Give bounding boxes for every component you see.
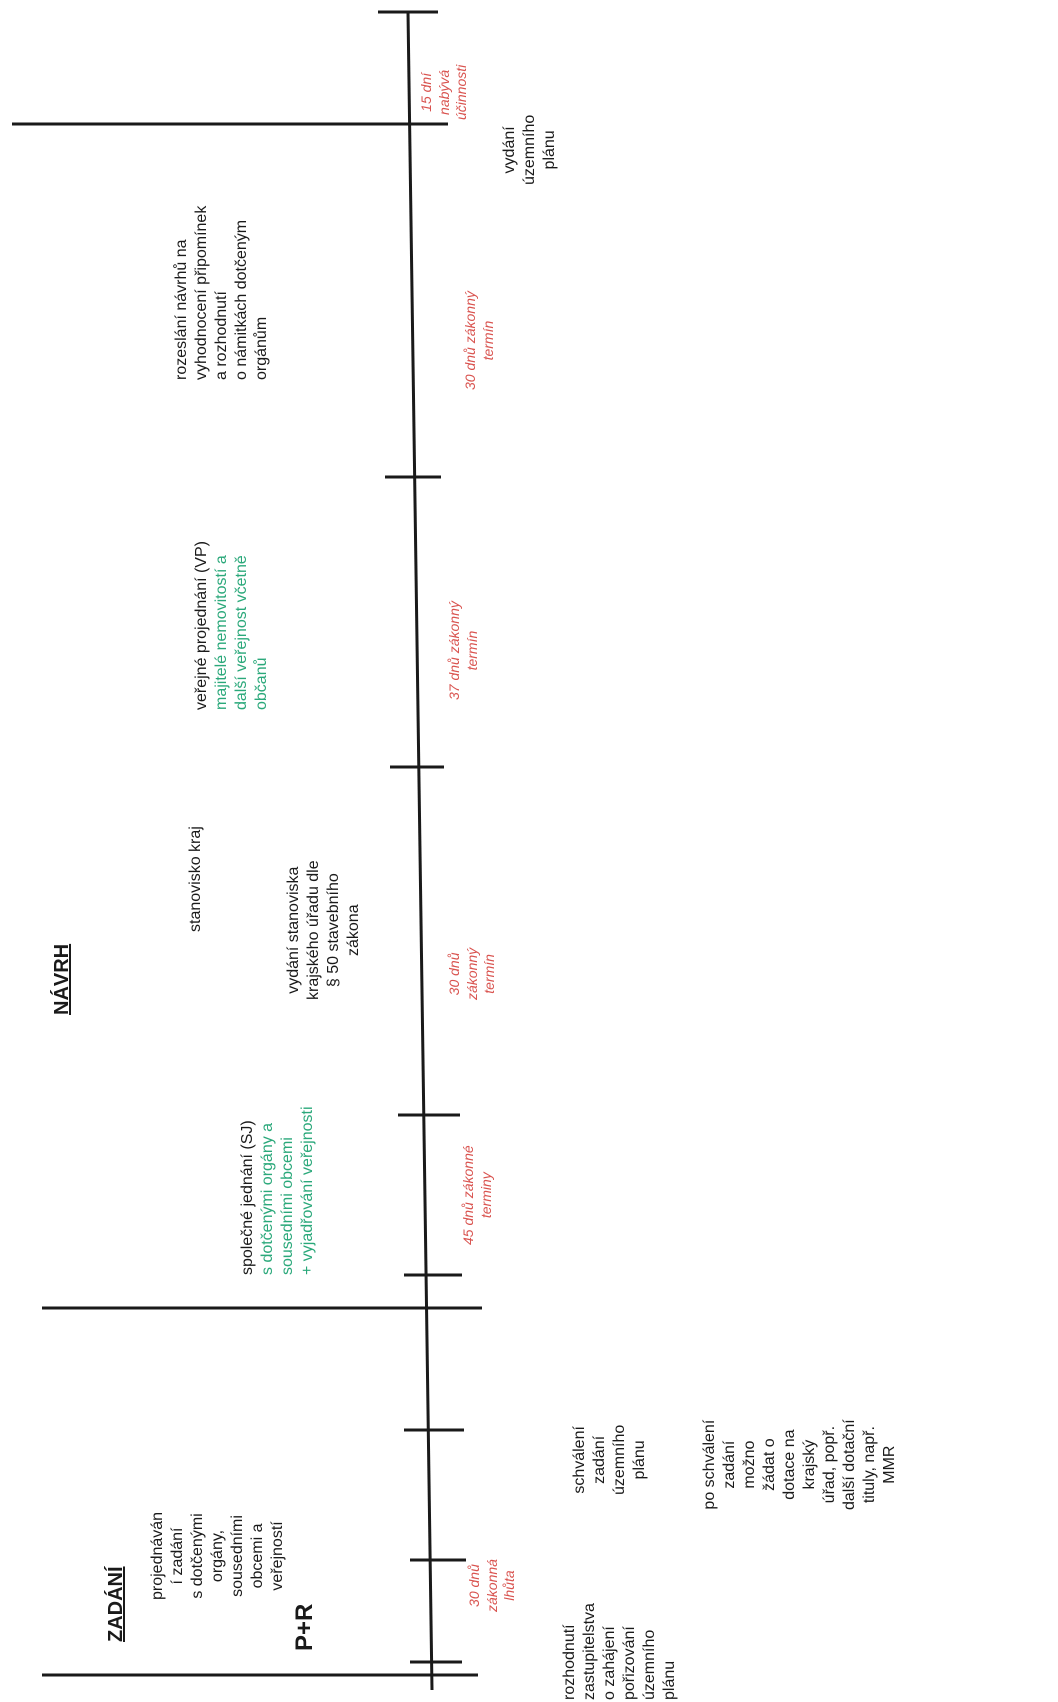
vp-title: veřejné projednání (VP) <box>193 541 210 710</box>
label-pr: P+R <box>291 1603 318 1651</box>
zadani-projednani-text: projednáván í zadání s dotčenými orgány, sousedními obcemi a veřejností <box>149 1511 286 1600</box>
duration-37: 37 dnů zákonný termín <box>446 601 480 700</box>
note-dotace: po schválení zadání možno žádat o dotace na krajský úřad, popř. další dotační tituly, např. MMR <box>701 1419 898 1510</box>
duration-30-a: 30 dnů zákonný termín <box>446 947 497 1000</box>
sj-green-text: s dotčenými orgány a sousedními obcemi + vyjadřování veřejnosti <box>259 1106 316 1275</box>
vydani-stanoviska: vydání stanoviska krajského úřadu dle § 50 stavebního zákona <box>285 860 362 1000</box>
note-rozhodnuti: rozhodnutí zastupitelstva o zahájení pořizování územního plánu <box>561 1603 678 1700</box>
rozeslani-text: rozeslání návrhů na vyhodnocení připomínek a rozhodnutí o námitkách dotčeným orgánům <box>173 205 270 380</box>
sj-title: společné jednání (SJ) <box>239 1120 256 1275</box>
note-schvaleni-zadani: schválení zadání územního plánu <box>571 1424 648 1495</box>
duration-15: 15 dní nabývá účinnosti <box>418 64 469 120</box>
header-zadani: ZADÁNÍ <box>105 1566 127 1642</box>
sj-block <box>218 1106 338 1275</box>
vydani-uzemniho-planu: vydání územního plánu <box>501 114 558 185</box>
vp-green-text: majitelé nemovitostí a další veřejnost včetně občanů <box>213 555 270 710</box>
header-navrh: NÁVRH <box>51 943 73 1015</box>
vp-block <box>172 541 292 710</box>
duration-30-b: 30 dnů zákonný termín <box>462 291 496 390</box>
duration-30-lhuta: 30 dnů zákonná lhůta <box>466 1559 517 1612</box>
main-timeline <box>408 12 432 1690</box>
duration-45: 45 dnů zákonné terminy <box>460 1145 494 1245</box>
stanovisko-kraj: stanovisko kraj <box>187 826 204 932</box>
